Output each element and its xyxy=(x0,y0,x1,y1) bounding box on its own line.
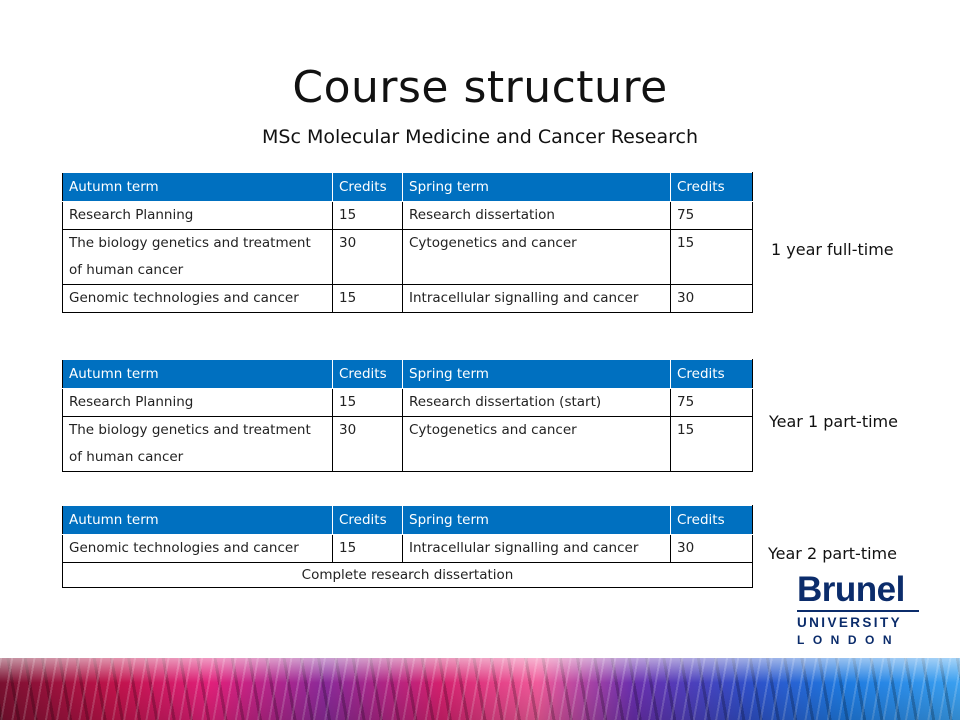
full-time-label: 1 year full-time xyxy=(771,240,894,259)
autumn-module: Research Planning xyxy=(63,202,333,230)
autumn-credits: 30 xyxy=(333,230,403,285)
brunel-logo xyxy=(797,570,919,648)
spring-credits: 30 xyxy=(671,535,753,563)
table-header-row xyxy=(63,360,753,389)
header-credits: Credits xyxy=(671,506,753,535)
header-credits: Credits xyxy=(671,360,753,389)
decorative-stripe-overlay xyxy=(0,658,960,720)
spring-module: Cytogenetics and cancer xyxy=(403,417,671,472)
autumn-module: Genomic technologies and cancer xyxy=(63,535,333,563)
spring-credits: 75 xyxy=(671,389,753,417)
spring-module: Intracellular signalling and cancer xyxy=(403,285,671,313)
part-time-year2-table xyxy=(62,505,753,588)
header-autumn-term: Autumn term xyxy=(63,506,333,535)
spring-credits: 15 xyxy=(671,230,753,285)
spring-module: Research dissertation (start) xyxy=(403,389,671,417)
spring-credits: 75 xyxy=(671,202,753,230)
autumn-credits: 15 xyxy=(333,389,403,417)
autumn-credits: 15 xyxy=(333,535,403,563)
header-autumn-term: Autumn term xyxy=(63,173,333,202)
autumn-credits: 30 xyxy=(333,417,403,472)
slide-subtitle: MSc Molecular Medicine and Cancer Research xyxy=(262,126,698,148)
autumn-credits: 15 xyxy=(333,202,403,230)
table-row xyxy=(63,230,753,285)
logo-university: UNIVERSITY xyxy=(797,610,919,632)
spring-credits: 30 xyxy=(671,285,753,313)
complete-dissertation-cell: Complete research dissertation xyxy=(63,563,753,588)
table-row xyxy=(63,389,753,417)
header-spring-term: Spring term xyxy=(403,173,671,202)
spring-module: Intracellular signalling and cancer xyxy=(403,535,671,563)
table-footer-row xyxy=(63,563,753,588)
full-time-table xyxy=(62,172,753,313)
part-time-year2-label: Year 2 part-time xyxy=(768,544,897,563)
spring-credits: 15 xyxy=(671,417,753,472)
table-row xyxy=(63,535,753,563)
table-row xyxy=(63,417,753,472)
header-autumn-term: Autumn term xyxy=(63,360,333,389)
header-credits: Credits xyxy=(333,360,403,389)
logo-london: LONDON xyxy=(797,633,900,647)
logo-wordmark: Brunel xyxy=(797,570,905,609)
table-row xyxy=(63,285,753,313)
autumn-module: The biology genetics and treatment of human cancer xyxy=(63,417,333,472)
part-time-year1-label: Year 1 part-time xyxy=(769,412,898,431)
part-time-year1-table xyxy=(62,359,753,472)
table-header-row xyxy=(63,173,753,202)
header-spring-term: Spring term xyxy=(403,360,671,389)
table-header-row xyxy=(63,506,753,535)
autumn-module: Research Planning xyxy=(63,389,333,417)
autumn-module: The biology genetics and treatment of human cancer xyxy=(63,230,333,285)
header-credits: Credits xyxy=(333,173,403,202)
header-credits: Credits xyxy=(333,506,403,535)
slide-title: Course structure xyxy=(292,62,668,113)
autumn-credits: 15 xyxy=(333,285,403,313)
spring-module: Research dissertation xyxy=(403,202,671,230)
spring-module: Cytogenetics and cancer xyxy=(403,230,671,285)
table-row xyxy=(63,202,753,230)
autumn-module: Genomic technologies and cancer xyxy=(63,285,333,313)
header-spring-term: Spring term xyxy=(403,506,671,535)
header-credits: Credits xyxy=(671,173,753,202)
